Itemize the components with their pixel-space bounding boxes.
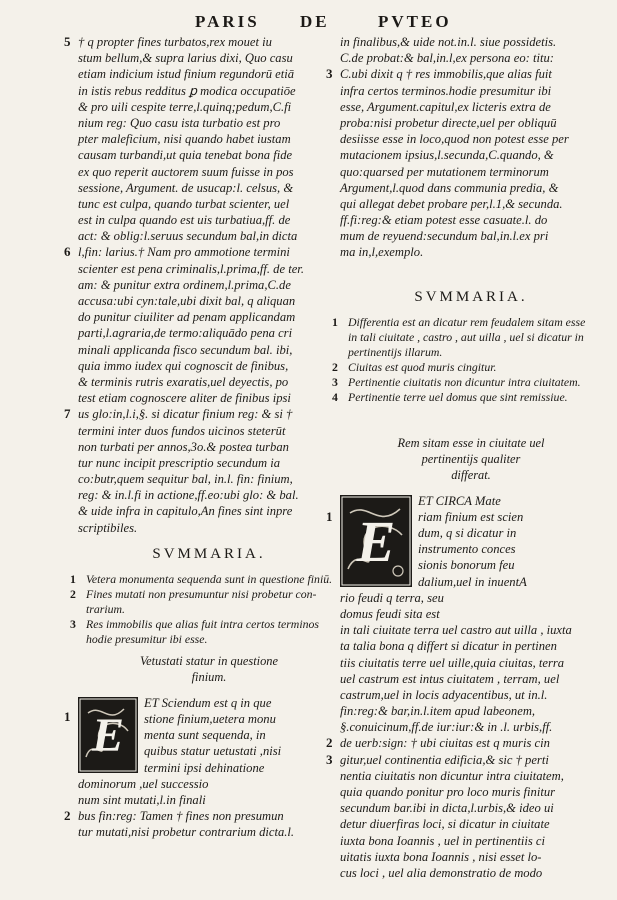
text-line: instrumento conces	[418, 542, 516, 557]
running-head-right: PVTEO	[378, 12, 452, 31]
text-line	[340, 131, 602, 147]
line-text: Ciuitas est quod muris cingitur.	[348, 359, 497, 374]
left-column	[64, 34, 340, 841]
text-line	[78, 164, 340, 180]
text-line	[78, 147, 340, 163]
text-line: dum, q si dicatur in	[418, 526, 517, 540]
line-text: & uide infra in capitulo,An fines sint inpre	[78, 504, 293, 519]
text-line: ET Sciendum est q in que	[144, 695, 272, 710]
line-text: ff.fi:reg:& etiam potest esse casuate.l. do	[340, 213, 548, 228]
text-line	[340, 622, 602, 638]
text-line	[326, 751, 602, 768]
line-text: & terminis rutris exaratis,uel deyectis, po	[78, 374, 289, 389]
text-line: domus feudi sita est	[340, 606, 440, 621]
line-text: quia immo iudex qui cognoscit de finibus,	[78, 358, 289, 373]
text-line: quibus statur uetustati ,nisi	[144, 744, 282, 759]
text-line: termini ipsi dehinatione	[144, 760, 265, 775]
right-caption-line: Rem sitam esse in ciuitate uel	[397, 435, 545, 450]
line-text: de uerb:sign: † ubi ciuitas est q muris cin	[340, 736, 550, 751]
line-number: 2	[332, 359, 338, 374]
running-head-left: PARIS	[195, 12, 260, 31]
right-first-paragraph: 1 E ET CIRCA Mate riam finium est scien dum, q si dicatur in instrumento conces sionis bonorum feu dalium,uel in inuentA rio feudi q terra, seu domus feudi sita est in tali ciuitate terra uel castro aut uilla , iuxta ta talia bona q differt si dicatur in pertinen tiis ciuitatis terre uel uille,quia ciuitas, terra uel castrum est intus ciuitatem , terram, uel castrum,uel in locis adyacentibus, ut in.l. fin:reg:& bar,in.l.item apud labeonem, §.conuicinum,ff.de iur:iur:& in .l. urbis,ff. 2 de uerb:sign: † ubi ciuitas est q muris cin 3 gitur,uel continentia edificia,& sic † perti nentia ciuitatis non dicuntur intra ciuitatem, quia quando ponitur pro loco muris finitur secundum bar.ibi in dicta,l.urbis,& ideo ui detur diuerfiras loci, si dicatur in ciuitate iuxta bona Ioannis , uel in pertinentiis ci uitatis iuxta bona Ioannis , nisi esset lo- cus loci , uel alia demonstratio de modo	[340, 493, 602, 882]
text-line	[78, 439, 340, 455]
left-caption	[78, 653, 340, 685]
line-number: 2	[64, 808, 71, 824]
line-number: 6	[64, 244, 71, 260]
line-text: l,fin: larius.† Nam pro ammotione termini	[78, 245, 290, 260]
text-line	[78, 228, 340, 244]
text-line	[70, 586, 340, 602]
text-line	[78, 455, 340, 471]
line-text: est in culpa quando est uis turbatiua,ff. de	[78, 213, 291, 228]
line-text: mutacionem ipsius,l.secunda,C.quando, &	[340, 148, 554, 163]
line-text: termini inter duos fundos uicinos steterūt	[78, 423, 286, 438]
line-text: ex quo reperit auctorem suum fuisse in pos	[78, 164, 294, 179]
text-line	[64, 34, 340, 50]
text-line	[78, 50, 340, 66]
line-text: in tali ciuitate terra uel castro aut uilla , iuxta	[340, 623, 572, 638]
line-number: 7	[64, 406, 71, 422]
line-number: 3	[332, 374, 338, 389]
text-line	[78, 293, 340, 309]
text-line	[78, 196, 340, 212]
line-text: Vetera monumenta sequenda sunt in questione finiū.	[86, 571, 333, 586]
right-caption	[340, 435, 602, 483]
line-number: 1	[70, 571, 76, 586]
text-line	[78, 632, 340, 647]
text-line	[332, 389, 602, 405]
left-first-paragraph: 1 E ET Sciendum est q in que stione finium,uetera monu menta sunt sequenda, in quibus statur uetustati ,nisi termini ipsi dehinatione dominorum ,uel successio num sint mutati,l.in finali 2 bus fin:reg: Tamen † fines non presumun tur mutati,nisi probetur contrarium dicta.l.	[78, 695, 340, 841]
line-text: mum de reyuend:secundum bal,in.l.ex pri	[340, 229, 549, 244]
text-line	[340, 83, 602, 99]
text-line	[340, 330, 602, 345]
running-head	[0, 8, 617, 34]
right-caption-line: pertinentijs qualiter	[421, 451, 521, 466]
line-text: esse, Argument.capitul,ex licteris extra de	[340, 99, 551, 114]
text-line	[78, 374, 340, 390]
line-number: 2	[70, 586, 76, 601]
text-line	[340, 800, 602, 816]
text-line	[78, 423, 340, 439]
line-text: gitur,uel continentia edificia,& sic † perti	[340, 752, 549, 767]
text-line	[78, 180, 340, 196]
text-line	[78, 261, 340, 277]
line-text: desiisse esse in loco,quod non potest esse per	[340, 132, 569, 147]
line-text: quia quando ponitur pro loco muris finitur	[340, 785, 556, 799]
line-text: ma in,l,exemplo.	[340, 245, 424, 260]
line-text: bus fin:reg: Tamen † fines non presumun	[78, 809, 284, 824]
line-text: non turbati per annos,3o.& postea turban	[78, 439, 289, 454]
text-line	[340, 99, 602, 115]
text-line	[70, 571, 340, 587]
line-text: Pertinentie terre uel domus que sint remissiue.	[348, 389, 568, 404]
text-line	[78, 66, 340, 82]
text-line	[78, 131, 340, 147]
line-text: reg: & in.l.fi in actione,ff.eo:ubi glo: & bal.	[78, 488, 299, 503]
line-text: pertinentijs illarum.	[348, 344, 443, 359]
line-text: tur nunc incipit prescriptio secundum ia	[78, 455, 281, 470]
line-text: Fines mutati non presumuntur nisi probetur con-	[86, 586, 317, 601]
text-line: rio feudi q terra, seu	[340, 590, 444, 605]
svg-text:E: E	[91, 708, 125, 762]
line-text: C.ubi dixit q † res immobilis,que alias fuit	[340, 67, 552, 82]
line-number: 4	[332, 389, 338, 404]
text-line	[332, 359, 602, 375]
line-text: uel castrum est intus ciuitatem , terram, uel	[340, 671, 560, 686]
text-line	[340, 719, 602, 735]
line-text: pter maleficium, nisi quando habet iustam	[78, 132, 291, 147]
text-line	[78, 520, 340, 536]
text-line	[340, 703, 602, 719]
left-summaria-title: SVMMARIA.	[152, 545, 266, 562]
line-text: test etiam cognoscere aliter de finibus ipsi	[78, 391, 291, 406]
line-text: quo:quarsed per mutationem terminorum	[340, 164, 549, 179]
text-line	[332, 374, 602, 390]
line-text: cus loci , uel alia demonstratio de modo	[340, 865, 543, 880]
text-line	[340, 638, 602, 654]
text-line	[78, 358, 340, 374]
left-summaria-list	[70, 571, 340, 647]
text-line	[340, 212, 602, 228]
line-text: minali applicanda fisco secundum bal. ibi,	[78, 342, 293, 357]
text-line	[340, 768, 602, 784]
line-text: proba:nisi probetur directe,uel per obliquū	[340, 115, 557, 130]
line-text: do punitur ciuiliter ad penam applicandam	[78, 310, 296, 325]
text-line	[78, 212, 340, 228]
text-line: menta sunt sequenda, in	[144, 728, 266, 743]
line-text: uitatis iuxta bona Ioannis , nisi esset lo-	[340, 849, 542, 864]
line-text: in tali ciuitate , castro , aut uilla , uel si dicatur in	[348, 329, 584, 344]
text-line	[340, 784, 602, 800]
line-text: trarium.	[86, 601, 126, 616]
line-number: 5	[64, 34, 71, 49]
line-text: Argument,l.quod dans communia predia, &	[340, 180, 559, 195]
right-caption-line: differat.	[451, 467, 491, 482]
text-line	[64, 406, 340, 422]
line-text: am: & punitur extra ordinem,l.prima,C.de	[78, 277, 291, 292]
line-text: tiis ciuitatis terre uel uille,quia ciuitas, terra	[340, 655, 565, 670]
line-text: accusa:ubi cyn:tale,ubi dixit bal, q aliquan	[78, 294, 296, 308]
text-line	[78, 309, 340, 325]
text-line	[64, 244, 340, 260]
text-line	[326, 735, 602, 751]
line-text: Pertinentie ciuitatis non dicuntur intra ciuitatem.	[348, 374, 581, 389]
text-line	[340, 816, 602, 832]
line-text: co:butr,quem sequitur bal, in.l. fin: finium,	[78, 472, 293, 487]
text-line	[64, 808, 340, 824]
line-text: nentia ciuitatis non dicuntur intra ciuitatem,	[340, 768, 564, 783]
text-line: ET CIRCA Mate	[418, 493, 501, 508]
right-top-text	[326, 34, 602, 261]
text-line: dalium,uel in inuentA	[418, 574, 527, 589]
line-text: scienter est pena criminalis,l.prima,ff. de ter.	[78, 261, 304, 276]
text-line	[78, 277, 340, 293]
text-line	[340, 244, 602, 260]
line-text: Differentia est an dicatur rem feudalem sitam esse	[348, 314, 586, 329]
left-top-text	[64, 34, 340, 536]
text-line	[340, 34, 602, 50]
line-text: in istis rebus redditus ꝑ modica occupatiōe	[78, 83, 296, 98]
line-text: iuxta bona Ioannis , uel in pertinentiis ci	[340, 833, 545, 848]
text-line	[340, 849, 602, 865]
text-line	[78, 342, 340, 358]
line-text: hodie presumitur ibi esse.	[86, 631, 208, 646]
text-line	[340, 671, 602, 687]
text-line: riam finium est scien	[418, 509, 524, 524]
text-line	[326, 66, 602, 82]
text-line: sionis bonorum feu	[418, 558, 515, 573]
text-line	[340, 164, 602, 180]
text-line	[332, 314, 602, 330]
text-line	[78, 83, 340, 99]
line-text: stum bellum,& supra larius dixi, Quo casu	[78, 51, 293, 66]
line-text: causam turbandi,ut quia tenebat bona fide	[78, 148, 293, 163]
line-text: qui allegat debet probare per,l.1,& secunda.	[340, 196, 563, 211]
line-text: & pro uili cespite terre,l.quinq;pedum,C.fi	[78, 99, 292, 114]
text-line	[340, 345, 602, 360]
line-text: sessione, Argument. de usucap:l. celsus, &	[78, 180, 294, 195]
text-line	[78, 471, 340, 487]
line-text: Res immobilis que alias fuit intra certos terminos	[86, 616, 319, 631]
line-number: 3	[326, 66, 333, 82]
text-line	[340, 180, 602, 196]
line-text: nium reg: Quo casu ista turbatio est pro	[78, 115, 281, 130]
line-text: act: & oblig:l.seruus secundum bal,in dicta	[78, 229, 298, 244]
text-line	[340, 115, 602, 131]
svg-text:E: E	[356, 508, 396, 574]
line-text: ta talia bona q differt si dicatur in pertinen	[340, 639, 557, 654]
text-line	[340, 228, 602, 244]
text-line	[340, 687, 602, 703]
text-line: stione finium,uetera monu	[144, 712, 276, 726]
line-text: parti,l.agraria,de termo:aliquādo pena cri	[78, 326, 293, 341]
text-line: num sint mutati,l.in finali	[78, 792, 206, 807]
text-line	[340, 865, 602, 881]
text-line	[78, 325, 340, 341]
line-text: castrum,uel in locis adyacentibus, ut in.l.	[340, 687, 548, 702]
text-line	[340, 147, 602, 163]
text-line	[78, 390, 340, 406]
line-number: 2	[326, 735, 333, 751]
text-line	[78, 99, 340, 115]
text-line: dominorum ,uel successio	[78, 776, 209, 791]
line-text: etiam indicium istud finium regundorū etiā	[78, 67, 295, 82]
line-text: C.de probat:& bal,in.l,ex persona eo: titu:	[340, 51, 554, 66]
line-number: 3	[326, 751, 333, 767]
line-text: tur mutati,nisi probetur contrarium dicta.l.	[78, 825, 295, 840]
text-line	[78, 115, 340, 131]
line-text: fin:reg:& bar,in.l.item apud labeonem,	[340, 704, 536, 719]
left-caption-line: finium.	[191, 669, 227, 684]
line-text: secundum bar.ibi in dicta,l.urbis,& ideo ui	[340, 801, 554, 816]
text-line	[78, 602, 340, 617]
text-line	[340, 833, 602, 849]
text-line	[78, 824, 340, 840]
line-text: † q propter fines turbatos,rex mouet iu	[78, 35, 272, 49]
right-summaria-title: SVMMARIA.	[414, 288, 528, 305]
text-line	[70, 616, 340, 632]
line-number: 3	[70, 616, 76, 631]
right-summaria-list	[332, 314, 602, 405]
text-line	[340, 50, 602, 66]
line-text: us glo:in,l.i,§. si dicatur finium reg: & si †	[78, 407, 293, 422]
line-text: tunc est culpa, quando turbat scienter, uel	[78, 196, 290, 211]
text-line	[78, 503, 340, 519]
line-text: in finalibus,& uide not.in.l. siue possidetis.	[340, 35, 557, 49]
text-line	[78, 487, 340, 503]
line-text: scriptibiles.	[78, 520, 138, 535]
running-head-mid: DE	[300, 12, 330, 31]
line-text: detur diuerfiras loci, si dicatur in ciuitate	[340, 817, 550, 832]
text-line	[340, 655, 602, 671]
text-line	[340, 196, 602, 212]
left-caption-line: Vetustati statur in questione	[139, 653, 278, 668]
line-number: 1	[332, 314, 338, 329]
line-text: infra certos terminos.hodie presumitur ibi	[340, 83, 552, 98]
right-column	[326, 34, 602, 881]
line-text: §.conuicinum,ff.de iur:iur:& in .l. urbis,ff.	[340, 720, 553, 735]
